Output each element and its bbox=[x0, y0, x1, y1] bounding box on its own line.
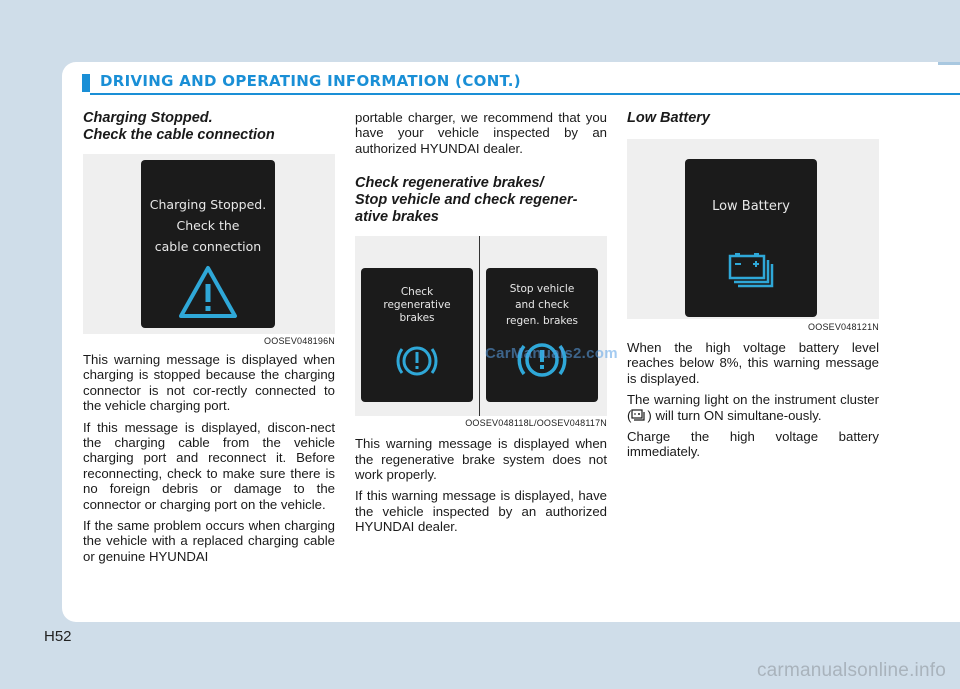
battery-warning-icon bbox=[727, 251, 775, 289]
title-line: ative brakes bbox=[355, 209, 439, 226]
paragraph: This warning message is displayed when the regenerative brake system does not work properly. bbox=[355, 436, 607, 483]
page-tab-mark bbox=[938, 62, 960, 65]
battery-warning-icon bbox=[631, 408, 647, 423]
paragraph: When the high voltage battery level reaches below 8%, this warning message is displayed. bbox=[627, 340, 879, 386]
cluster-screen-check bbox=[361, 268, 473, 402]
header-title: DRIVING AND OPERATING INFORMATION (CONT.) bbox=[100, 72, 521, 90]
title-line: Check regenerative brakes/ bbox=[355, 175, 544, 192]
section-title-low-battery: Low Battery bbox=[627, 110, 710, 126]
screen-line: Check bbox=[400, 286, 434, 299]
title-line: Charging Stopped. bbox=[83, 110, 213, 126]
section-title-regen-brakes bbox=[355, 175, 607, 226]
title-line: Check the cable connection bbox=[83, 127, 275, 143]
section-header bbox=[82, 72, 960, 94]
screen-line: Check the bbox=[176, 218, 240, 233]
column-regen-brakes bbox=[355, 110, 607, 535]
figure-caption: OOSEV048118L/OOSEV048117N bbox=[465, 418, 607, 429]
watermark: CarManuals2.com bbox=[485, 345, 618, 362]
paragraph: Charge the high voltage battery immediately. bbox=[627, 429, 879, 460]
header-accent bbox=[82, 74, 90, 92]
section-title-charging-stopped bbox=[83, 110, 335, 144]
paragraph: If this warning message is displayed, have the vehicle inspected by an authorized HYUNDAI dealer. bbox=[355, 488, 607, 535]
footer-site-watermark: carmanualsonline.info bbox=[756, 660, 946, 681]
paragraph: portable charger, we recommend that you have your vehicle inspected by an authorized HYUNDAI dealer. bbox=[355, 110, 607, 156]
column-low-battery bbox=[627, 110, 879, 460]
figure-low-battery bbox=[627, 139, 879, 319]
screen-line: Charging Stopped. bbox=[149, 197, 267, 212]
paragraph: If the same problem occurs when charging the vehicle with a replaced charging cable or genuine HYUNDAI bbox=[83, 518, 335, 564]
paragraph bbox=[627, 392, 879, 423]
cluster-screen bbox=[141, 160, 275, 328]
cluster-screen-stop bbox=[486, 268, 598, 402]
page-number: H52 bbox=[44, 628, 72, 645]
figure-caption: OOSEV048121N bbox=[808, 322, 879, 332]
screen-text: Low Battery bbox=[712, 199, 790, 214]
header-rule bbox=[90, 93, 960, 95]
figure-divider bbox=[479, 236, 480, 416]
screen-line: cable connection bbox=[154, 239, 262, 254]
paragraph-text: The warning light on the instrument cluster ( bbox=[627, 392, 879, 423]
warning-triangle-icon bbox=[177, 264, 239, 320]
cluster-screen bbox=[685, 159, 817, 317]
title-line: Stop vehicle and check regener- bbox=[355, 192, 578, 209]
column-charging-stopped bbox=[83, 110, 335, 564]
screen-line: brakes bbox=[399, 312, 435, 325]
figure-charging-stopped bbox=[83, 154, 335, 334]
paragraph: This warning message is displayed when charging is stopped because the charging connector is not cor-rectly connected to the vehicle charging port. bbox=[83, 352, 335, 414]
screen-line: Stop vehicle bbox=[509, 283, 575, 296]
figure-regen-brakes bbox=[355, 236, 607, 416]
screen-line: regenerative bbox=[383, 299, 451, 312]
screen-line: regen. brakes bbox=[505, 315, 579, 328]
brake-warning-icon bbox=[396, 342, 438, 380]
paragraph-text: ) will turn ON simultane-ously. bbox=[647, 407, 822, 423]
paragraph: If this message is displayed, discon-nect the charging cable from the vehicle charging port and reconnect it. Before reconnecting, check to make sure there is no foreign debris or damage to the connector or charging port on the vehicle. bbox=[83, 419, 335, 512]
figure-caption: OOSEV048196N bbox=[264, 336, 335, 346]
screen-line: and check bbox=[515, 299, 569, 312]
